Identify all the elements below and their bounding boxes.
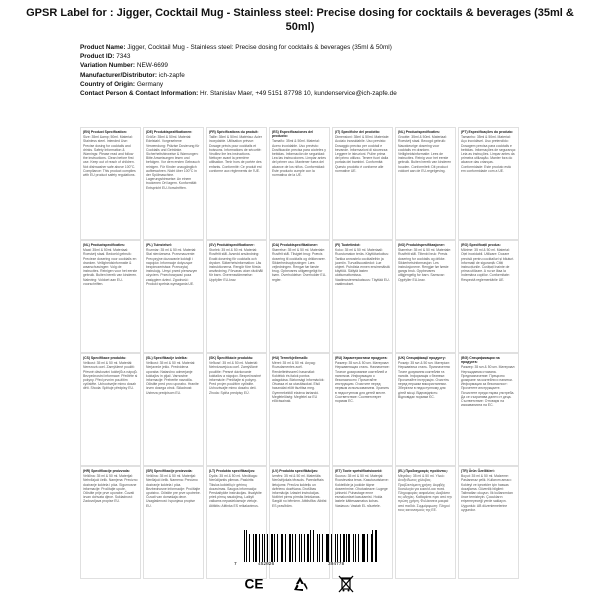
language-section-heading: (ES) Especificaciones del producto: [272, 130, 314, 139]
ce-mark-icon [244, 574, 264, 594]
crossed-bin-icon [336, 574, 356, 594]
barcode-bar [313, 530, 314, 562]
barcode-bar [358, 534, 359, 562]
barcode-bar [322, 534, 323, 562]
language-section-heading: (FI) Tuotetiedot: [335, 243, 361, 247]
barcode-bar [292, 534, 293, 562]
language-section-heading: (TR) Ürün Özellikleri: [461, 469, 495, 473]
language-section-body: Storlek: 35 ml & 50 ml. Material: Rostfritt stål. Avsedd användning: Exakt dosering för cocktails och drycker. Säkerhetsinformation: Läs instruktionerna. Rengör före första användning. Förvaras utom räckhåll för barn. Överensstämmelse: Uppfyller EU-krav. [209, 248, 263, 282]
language-section-body: Tamaño: 35ml & 50ml. Material: Acero inoxidable. Uso previsto: Dosificación precisa para cócteles y bebidas. Información de seguridad: Lea las instrucciones. Limpiar antes del primer uso. Mantener fuera del alcance de los niños. Conformidad: Este producto cumple con la normativa de la UE. [272, 139, 326, 178]
language-section-body: Размер: 35 мл & 50 мл. Материал: Неръждаема стомана. Предназначение: Прецизно дозиране на коктейли и напитки. Информация за безопасност: Прочетете инструкциите. Почистете преди първа употреба. Да се съхранява далеч от деца. Съответствие: Отговаря на изискванията на ЕС. [461, 365, 516, 408]
barcode-bar [331, 534, 332, 562]
barcode-bar [304, 534, 305, 562]
barcode-bar [246, 530, 247, 562]
svg-text:CE: CE [244, 576, 264, 592]
language-section [80, 240, 141, 353]
language-section-body: Maat: 35ml & 50ml. Materiaal: Roestvrij staal. Bedoeld gebruik: Precieze dosering voor cocktails en dranken. Veiligheidsinformatie & waarschuwingen: Volg de instructies. Reinigen voor het eerste gebruik. Buiten bereik van kinderen. Naleving: Voldoet aan EU-voorschriften. [83, 248, 138, 286]
language-section [395, 240, 456, 353]
barcode-bar [274, 534, 275, 562]
language-section-body: Size: 35ml &amp; 50ml. Material: Stainless steel. Intended Use: Precise dosing for cocktails and drinks. Safety Information & Warnings: Please read and follow the instructions. Clean before first use. Keep out of reach of children. Not dishwasher safe above 100°C. Compliance: This product complies with EU product safety regulations. [83, 135, 136, 178]
language-section-body: Dimensioni: 35ml & 50ml. Materiale: Acciaio inossidabile. Uso previsto: Dosaggio preciso per cocktail e bevande. Informazioni di sicurezza: Leggere le istruzioni. Pulire prima del primo utilizzo. Tenere fuori dalla portata dei bambini. Conformità: Questo prodotto è conforme alle normative UE. [335, 135, 390, 173]
barcode-bar [264, 534, 265, 562]
product-info-key: Product Name: [80, 44, 126, 51]
language-section-body: Grootte: 35ml & 50ml. Materiaal: Roestvrij staal. Beoogd gebruik: Nauwkeurige dosering voor cocktails en dranken. Veiligheidsinformatie: Lees de instructies. Reinig voor het eerste gebruik. Buiten bereik van kinderen houden. Conformiteit: Dit product voldoet aan de EU-regelgeving. [398, 135, 452, 173]
language-section-heading: (BG) Спецификации на продукта: [461, 356, 500, 365]
language-section-heading: (SL) Specifikacije izdelka: [146, 356, 188, 360]
barcode-left-digits: 452026 [258, 562, 275, 567]
product-info-value: Hr. Stanislav Maer, +49 5151 87798 10, kundenservice@ich-zapfe.de [200, 90, 397, 98]
language-section-body: Koko: 35 ml & 50 ml. Materiaali: Ruostumaton teräs. Käyttötarkoitus: Tarkka annostelu cocktaileihin ja juomiin. Turvallisuustiedot: Lue ohjeet. Puhdista ennen ensimmäistä käyttöä. Säilytä lasten ulottumattomissa. Vaatimustenmukaisuus: Täyttää EU-vaatimukset. [335, 248, 390, 286]
language-section-heading: (NL) Productspecificaties: [398, 130, 441, 134]
barcode-bar [337, 534, 338, 562]
language-section [332, 353, 393, 466]
barcode-bar [295, 534, 296, 562]
language-section-body: Größe: 35ml & 50ml. Material: Edelstahl. Vorgesehene Verwendung: Präzise Dosierung für Cocktails und Getränke. Sicherheitshinweise & Warnungen: Bitte Anweisungen lesen und befolgen. Vor dem ersten Gebrauch reinigen. Für Kinder unzugänglich aufbewahren. Nicht über 100°C in der Spülmaschine. Lagerungshinweise: An einem trockenen Ort lagern. Konformität: Entspricht EU-Vorschriften. [146, 135, 200, 190]
product-info-value: Germany [136, 80, 164, 88]
language-section-heading: (EN) Product Specification: [83, 130, 127, 134]
language-section-body: Velikost: 35 ml & 50 ml. Materiál: Nerezová ocel. Zamýšlené použití: Přesné dávkování koktejlů a nápojů. Bezpečnostní informace: Přečtěte si pokyny. Před prvním použitím vyčistěte. Uchovávejte mimo dosah dětí. Shoda: Splňuje předpisy EU. [83, 361, 138, 391]
language-section-body: Størrelse: 35 ml & 50 ml. Materiale: Rustfritt stål. Tiltenkt bruk: Presis dosering for cocktails og drikke. Sikkerhetsinformasjon: Les instruksjonene. Rengjør før første gangs bruk. Oppbevares utilgjengelig for barn. Samsvar: Oppfyller EU-krav. [398, 248, 452, 282]
language-section [395, 127, 456, 240]
language-section [458, 127, 519, 240]
barcode-bar [371, 534, 372, 562]
barcode-bar [363, 534, 364, 562]
language-section [458, 466, 519, 579]
barcode-bar [249, 534, 250, 562]
language-grid [80, 127, 521, 579]
product-info-value: 7343 [116, 53, 131, 61]
barcode-bar [289, 534, 291, 562]
barcode [232, 534, 380, 570]
compliance-marks [244, 572, 356, 596]
language-section-body: Розмір: 35 мл & 50 мл. Матеріал: Нержавіюча сталь. Призначення: Точне дозування коктейлів та напоїв. Інформація з безпеки: Прочитайте інструкцію. Очистіть перед першим використанням. Зберігати в недоступному для дітей місці. Відповідність: Відповідає нормам ЄС. [398, 361, 451, 399]
language-section [206, 353, 267, 466]
barcode-bar [343, 534, 344, 562]
language-section-body: Suurus: 35 ml & 50 ml. Materjal: Roostevaba teras. Kasutusotstarve: Kokteilide ja jookide täpne doseerimine. Ohutusteave: Lugege juhiseid. Puhastage enne esmakordset kasutamist. Hoida lastele kättesaamatus kohas. Vastavus: Vastab EL nõuetele. [335, 474, 389, 508]
product-info [80, 43, 520, 98]
barcode-bar [310, 530, 311, 562]
product-info-line [80, 80, 520, 89]
barcode-bar [355, 534, 356, 562]
language-section-heading: (IT) Specifiche del prodotto: [335, 130, 381, 134]
barcode-bar [285, 534, 286, 562]
language-row [80, 353, 521, 466]
barcode-bar [255, 534, 257, 562]
language-section-heading: (SV) Produktspecifikationer: [209, 243, 255, 247]
barcode-bar [372, 530, 373, 562]
language-section [332, 240, 393, 353]
barcode-bar [301, 534, 302, 562]
language-section-body: Veličina: 35 ml & 50 ml. Materijal: Nerđajući čelik. Namena: Precizno doziranje koktela i pića. Bezbednosne informacije: Pročitajte uputstvo. Očistite pre prve upotrebe. Čuvati van domašaja dece. Usaglašenost: Ispunjava propise EU. [146, 474, 201, 508]
barcode-bar [253, 534, 254, 562]
language-section-heading: (ET) Toote spetsifikatsioonid: [335, 469, 383, 473]
language-section-heading: (DA) Produktspecifikationer: [272, 243, 318, 247]
language-section-heading: (SR) Specifikacije proizvoda: [146, 469, 193, 473]
product-info-value: NEW-6699 [136, 62, 168, 70]
language-section-body: Størrelse: 35 ml & 50 ml. Materiale: Rustfrit stål. Tilsigtet brug: Præcis dosering til cocktails og drikkevarer. Sikkerhedsoplysninger: Læs vejledningen. Rengør før første brug. Opbevares utilgængeligt for børn. Overholdelse: Overholder EU-regler. [272, 248, 327, 282]
language-section-body: Размер: 35 мл & 50 мл. Материал: Нержавеющая сталь. Назначение: Точное дозирование коктейлей и напитков. Информация о безопасности: Прочитайте инструкцию. Очистите перед первым использованием. Хранить в недоступном для детей месте. Соответствие: Соответствует нормам ЕС. [335, 361, 390, 404]
barcode-bar [244, 530, 245, 562]
language-section-heading: (FR) Spécifications du produit: [209, 130, 259, 134]
barcode-bars [232, 534, 380, 562]
language-section [143, 240, 204, 353]
language-section [395, 466, 456, 579]
language-section-heading: (LV) Produkta specifikācijas: [272, 469, 319, 473]
product-info-value: ich-zapfe [158, 71, 185, 79]
product-info-line [80, 89, 520, 98]
product-info-key: Variation Number: [80, 62, 136, 70]
barcode-bar [319, 534, 320, 562]
product-info-value: Jigger, Cocktail Mug - Stainless steel: Precise dosing for cocktails & beverages (35ml & 50ml) [127, 44, 392, 51]
language-section-body: Tamanho: 35ml & 50ml. Material: Aço inoxidável. Uso pretendido: Dosagem precisa para cocktails e bebidas. Informações de segurança: Leia as instruções. Limpar antes da primeira utilização. Manter fora do alcance das crianças. Conformidade: Este produto está em conformidade com a UE. [461, 135, 516, 173]
language-section-body: Dydis: 35 ml & 50 ml. Medžiaga: Nerūdijantis plienas. Paskirtis: Tikslus kokteilių ir gėrimų dozavimas. Saugos informacija: Perskaitykite instrukcijas. Išvalykite prieš pirmą naudojimą. Laikyti vaikams nepasiekiamoje vietoje. Atitiktis: Atitinka ES reikalavimus. [209, 474, 262, 508]
barcode-right-digits: 394778 [328, 562, 345, 567]
language-section [458, 240, 519, 353]
language-section-heading: (NL) Productspecificaties: [83, 243, 126, 247]
barcode-bar [281, 534, 282, 562]
language-section [143, 353, 204, 466]
barcode-bar [340, 534, 341, 562]
barcode-bar [326, 534, 327, 562]
product-info-line [80, 71, 520, 80]
barcode-bar [259, 534, 260, 562]
barcode-bar [307, 534, 309, 562]
language-section-body: Velikost: 35 ml & 50 ml. Material: Nerjaveče jeklo. Predvidena uporaba: Natančno odmerjanje koktajlov in pijač. Varnostne informacije: Preberite navodila. Očistite pred prvo uporabo. Hranite izven dosega otrok. Skladnost: Ustreza predpisom EU. [146, 361, 199, 395]
language-section-heading: (SK) Špecifikácie produktu: [209, 356, 254, 360]
language-section [143, 466, 204, 579]
language-section-heading: (HR) Specifikacije proizvoda: [83, 469, 130, 473]
language-row [80, 240, 521, 353]
language-section-body: Veličina: 35 ml & 50 ml. Materijal: Nehrđajući čelik. Namjena: Precizno doziranje koktela i pića. Sigurnosne informacije: Pročitajte upute. Očistite prije prve uporabe. Čuvati izvan dohvata djece. Sukladnost: Zadovoljava propise EU. [83, 474, 138, 504]
language-section-heading: (UK) Специфікації продукту: [398, 356, 446, 360]
language-section-body: Taille: 35ml & 50ml. Matériau: Acier inoxydable. Utilisation prévue: Dosage précis pour cocktails et boissons. Informations de sécurité: Veuillez lire les instructions. Nettoyer avant la première utilisation. Tenir hors de portée des enfants. Conformité: Ce produit est conforme aux règlements de l'UE. [209, 135, 262, 173]
language-section [80, 353, 141, 466]
language-section-heading: (NO) Produktspesifikasjoner: [398, 243, 445, 247]
barcode-bar [367, 534, 368, 562]
language-section-heading: (RO) Specificații produs: [461, 243, 501, 247]
language-section-heading: (HU) Termékjellemzők: [272, 356, 309, 360]
barcode-prefix: 7 [234, 562, 237, 567]
recycling-icon [290, 574, 310, 594]
label-title: GPSR Label for : Jigger, Cocktail Mug - Stainless steel: Precise dosing for cocktails & beverages (35ml & 50ml) [26, 7, 574, 33]
product-info-key: Country of Origin: [80, 80, 136, 88]
language-section-heading: (LT) Produkto specifikacijos: [209, 469, 256, 473]
language-section-heading: (PL) Tuinstelsel: [146, 243, 173, 247]
product-info-key: Contact Person & Contact Information: [80, 90, 199, 98]
language-section [269, 127, 330, 240]
language-section-heading: (EL) Προδιαγραφές προϊόντος: [398, 469, 449, 473]
language-section-heading: (RU) Характеристики продукта: [335, 356, 388, 360]
language-section-body: Mărime: 35 ml & 50 ml. Material: Oțel inoxidabil. Utilizare: Dozare precisă pentru cocktailuri și băuturi. Informații de siguranță: Citiți instrucțiunile. Curățați înainte de prima utilizare. A nu se lăsa la îndemâna copiilor. Conformitate: Respectă reglementările UE. [461, 248, 515, 282]
language-section [206, 127, 267, 240]
language-section [332, 127, 393, 240]
language-section [395, 353, 456, 466]
language-section [80, 127, 141, 240]
language-section [143, 127, 204, 240]
product-info-key: Product ID: [80, 53, 115, 61]
barcode-bar [262, 534, 263, 562]
language-section-body: Boyut: 35 ml & 50 ml. Malzeme: Paslanmaz çelik. Kullanım amacı: Kokteyl ve içecekler için hassas dozajlama. Güvenlik bilgileri: Talimatları okuyun. İlk kullanımdan önce temizleyin. Çocukların erişemeyeceği yerde saklayın. Uygunluk: AB düzenlemelerine uygundur. [461, 474, 513, 512]
language-section-body: Izmērs: 35 ml & 50 ml. Materiāls: Nerūsējošais tērauds. Paredzētais lietojums: Precīza kokteiļu un dzērienu dozēšana. Drošības informācija: Izlasiet instrukcijas. Notīriet pirms pirmās lietošanas. Sargāt no bērniem. Atbilstība: Atbilst ES prasībām. [272, 474, 327, 508]
barcode-bar [327, 534, 329, 562]
language-section [458, 353, 519, 466]
language-section-heading: (CS) Specifikace produktu: [83, 356, 127, 360]
barcode-bar [299, 534, 300, 562]
language-section-body: Rozmiar: 35 ml & 50 ml. Materiał: Stal nierdzewna. Przeznaczenie: Precyzyjne dozowanie koktajli i napojów. Informacje dotyczące bezpieczeństwa: Przeczytaj instrukcję. Umyć przed pierwszym użyciem. Przechowywać poza zasięgiem dzieci. Zgodność: Produkt spełnia wymagania UE. [146, 248, 198, 286]
barcode-bar [346, 534, 347, 562]
barcode-bar [362, 534, 363, 562]
language-section [80, 466, 141, 579]
barcode-bar [282, 534, 283, 562]
product-info-line [80, 61, 520, 70]
barcode-bar [335, 534, 336, 562]
product-info-key: Manufacturer/Distributor: [80, 71, 158, 79]
language-section-body: Veľkosť: 35 ml & 50 ml. Materiál: Nehrdzavejúca oceľ. Zamýšľané použitie: Presné dávkovanie koktailov a nápojov. Bezpečnostné informácie: Prečítajte si pokyny. Pred prvým použitím vyčistite. Uchovávajte mimo dosahu detí. Zhoda: Spĺňa predpisy EÚ. [209, 361, 261, 395]
barcode-bar [317, 534, 318, 562]
language-section-body: Méret: 35 ml & 50 ml. Anyag: Rozsdamentes acél. Rendeltetésszerű használat: Koktélok és italok pontos adagolása. Biztonsági információk: Olvassa el az utasításokat. Első használat előtt tisztítsa meg. Gyermekektől elzárva tartandó. Megfelelőség: Megfelel az EU előírásainak. [272, 361, 325, 404]
barcode-bar [277, 534, 278, 562]
barcode-bar [353, 534, 354, 562]
language-section [269, 240, 330, 353]
language-section-heading: (DE) Produktspezifikationen: [146, 130, 193, 134]
language-section [206, 240, 267, 353]
language-section-heading: (PT) Especificações do produto: [461, 130, 513, 134]
language-section-body: Μέγεθος: 35 ml & 50 ml. Υλικό: Ανοξείδωτος χάλυβας. Προβλεπόμενη χρήση: Ακριβής δοσολογία για κοκτέιλ και ποτά. Πληροφορίες ασφαλείας: Διαβάστε τις οδηγίες. Καθαρίστε πριν από την πρώτη χρήση. Φυλάσσετε μακριά από παιδιά. Συμμόρφωση: Πληροί τους κανονισμούς της ΕΕ. [398, 474, 453, 512]
barcode-bar [267, 534, 268, 562]
product-info-line [80, 43, 520, 52]
barcode-bar [375, 530, 377, 562]
barcode-bar [271, 534, 273, 562]
language-row [80, 127, 521, 240]
product-info-line [80, 52, 520, 61]
language-section [269, 353, 330, 466]
barcode-bar [348, 534, 350, 562]
